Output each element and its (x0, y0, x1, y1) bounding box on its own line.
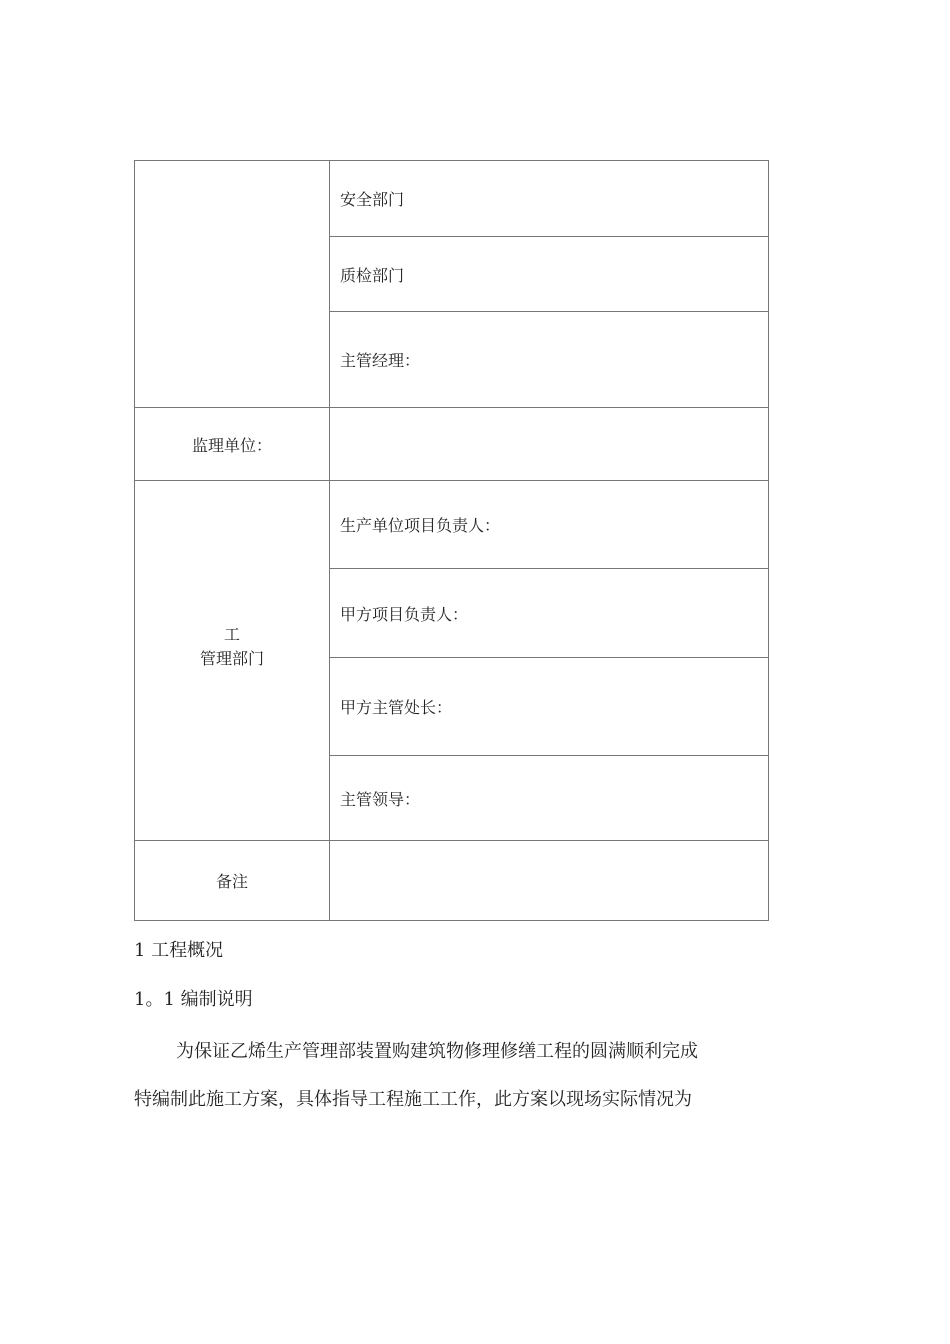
supervision-unit-label: 监理单位： (191, 435, 272, 455)
section-heading-1: 1 工程概况 (134, 940, 224, 961)
paragraph-line-2: 特编制此施工方案，具体指导工程施工工作，此方案以现场实际情况为 (134, 1089, 692, 1110)
manager-cell (330, 312, 769, 408)
supervision-unit-cell (135, 408, 330, 481)
production-leader-label: 生产单位项目负责人： (340, 516, 501, 535)
party-a-leader-label: 甲方项目负责人： (340, 604, 469, 624)
remarks-label: 备注 (215, 872, 248, 891)
leader-cell (330, 756, 769, 841)
paragraph-line-1: 为保证乙烯生产管理部装置购建筑物修理修缮工程的圆满顺利完成 (176, 1041, 698, 1062)
management-dept-label (135, 623, 329, 671)
remarks-cell (135, 841, 330, 921)
section-heading-1-1: 1。1 编制说明 (134, 989, 253, 1010)
management-dept-cell (135, 481, 330, 841)
approval-table (134, 160, 769, 921)
production-leader-cell (330, 481, 769, 569)
management-dept-label-line1: 工 (223, 624, 240, 644)
party-a-director-cell (330, 658, 769, 756)
remarks-value-cell (330, 841, 769, 921)
party-a-director-label: 甲方主管处长： (340, 698, 453, 717)
leader-label: 主管领导： (340, 789, 421, 809)
manager-label: 主管经理： (340, 351, 421, 370)
management-dept-label-line2: 管理部门 (199, 648, 264, 668)
supervision-unit-value-cell (330, 408, 769, 481)
safety-dept-label: 安全部门 (340, 190, 405, 209)
blank-cell (135, 161, 330, 408)
safety-dept-cell (330, 161, 769, 237)
party-a-leader-cell (330, 569, 769, 658)
quality-dept-label: 质检部门 (340, 265, 405, 285)
quality-dept-cell (330, 237, 769, 312)
